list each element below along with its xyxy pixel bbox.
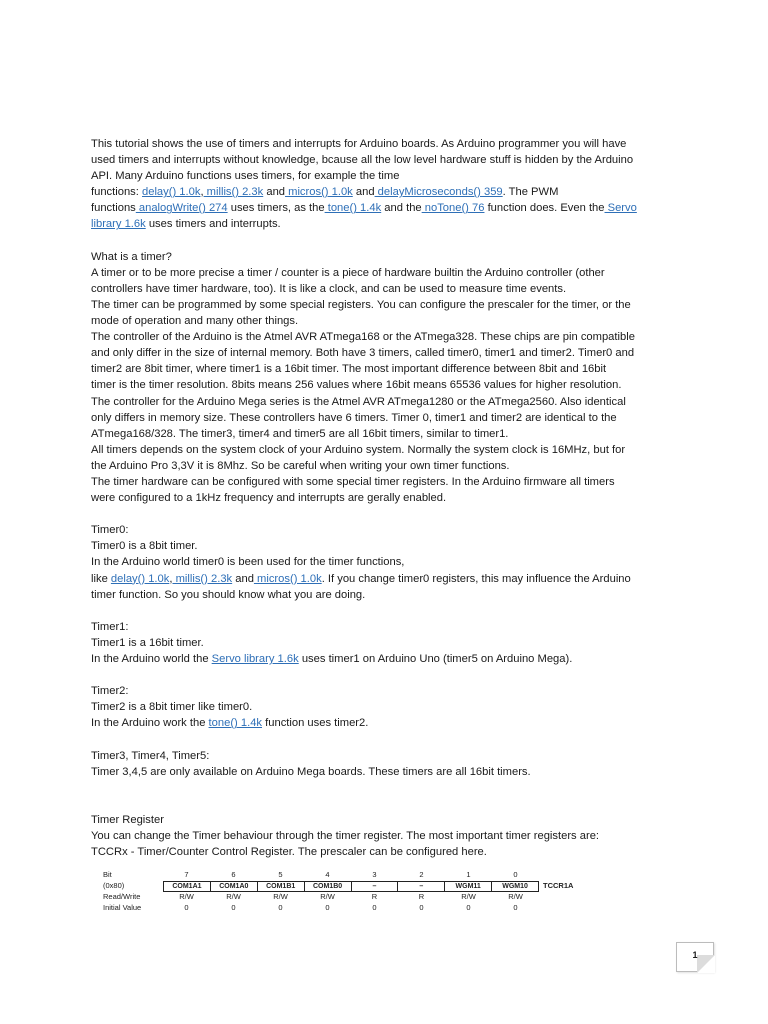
spacer	[91, 804, 681, 812]
link-tone[interactable]: tone() 1.4k	[208, 717, 263, 730]
bit-name: –	[398, 882, 445, 891]
body-line: Timer1 is a 16bit timer.	[91, 636, 204, 649]
bit-number: 5	[278, 870, 283, 879]
initial-value: 0	[513, 903, 518, 912]
body-line: The controller of the Arduino is the Atmel AVR ATmega168 or the ATmega328. These chips are pin compatible	[91, 331, 635, 344]
text: function does. Even the	[484, 202, 605, 215]
text: functions:	[91, 186, 142, 199]
text: and	[263, 186, 286, 199]
bit-number: 0	[513, 870, 518, 879]
spacer	[91, 506, 681, 522]
link-millis[interactable]: millis() 2.3k	[203, 186, 264, 199]
section-heading: Timer2:	[91, 685, 129, 698]
spacer	[91, 603, 681, 619]
intro-line: API. Many Arduino functions uses timers, for example the time	[91, 170, 400, 183]
body-line: ATmega168/328. The timer3, timer4 and timer5 are all 16bit timers, similar to timer1.	[91, 427, 509, 440]
bit-label: Bit	[103, 870, 112, 879]
body-line: A timer or to be more precise a timer / counter is a piece of hardware builtin the Arduino controller (other	[91, 266, 605, 279]
section-heading: Timer0:	[91, 524, 129, 537]
link-servo-library[interactable]: Servo library 1.6k	[211, 653, 299, 665]
body-line: mode of operation and many other things.	[91, 315, 299, 328]
body-line: Timer0 is a 8bit timer.	[91, 540, 198, 553]
intro-line	[91, 184, 681, 200]
text: and	[232, 572, 254, 585]
bit-name: WGM10	[502, 883, 528, 890]
section-heading: What is a timer?	[91, 250, 172, 263]
rw-value: R/W	[226, 892, 241, 901]
link-servo-library[interactable]: Servo	[604, 202, 637, 215]
body-line: All timers depends on the system clock of your Arduino system. Normally the system clock is 16MHz, but for	[91, 443, 626, 456]
link-tone[interactable]: tone() 1.4k	[324, 202, 382, 215]
body-line: the Arduino Pro 3,3V it is 8Mhz. So be careful when writing your own timer functions.	[91, 459, 510, 472]
link-analogwrite[interactable]: analogWrite() 274	[135, 202, 228, 215]
link-servo-library[interactable]: library 1.6k	[91, 218, 146, 231]
spacer	[91, 780, 681, 804]
initial-value-label: Initial Value	[103, 903, 142, 912]
rw-row	[103, 892, 573, 903]
initial-value: 0	[184, 903, 189, 912]
bit-name: COM1A0	[211, 882, 258, 891]
body-line: timer function. So you should know what you are doing.	[91, 588, 366, 601]
body-line: timer is the timer resolution. 8bits means 256 values where 16bit means 65536 values for higher resolution.	[91, 379, 622, 392]
text: In the Arduino work the	[91, 717, 209, 730]
spacer	[91, 233, 681, 249]
rw-label: Read/Write	[103, 892, 141, 901]
bit-number: 4	[325, 870, 330, 879]
text: like	[91, 572, 111, 585]
rw-value: R/W	[179, 892, 194, 901]
document-body	[91, 136, 681, 860]
body-line: The timer hardware can be configured with some special timer registers. In the Arduino firmware all timers	[91, 475, 615, 488]
text: . If you change timer0 registers, this may influence the Arduino	[321, 572, 631, 585]
body-line: TCCRx - Timer/Counter Control Register. The prescaler can be configured here.	[91, 845, 487, 858]
page-number: 1	[692, 950, 698, 960]
body-line: and only differ in the size of internal memory. Both have 3 timers, called timer0, timer1 and timer2. Timer0 and	[91, 347, 635, 360]
body-line: timer2 are 8bit timer, where timer1 is a 16bit timer. The most important difference between 8bit and 16bit	[91, 363, 607, 376]
bit-number: 2	[419, 870, 424, 879]
bit-name: –	[352, 882, 399, 891]
spacer	[91, 667, 681, 683]
text: In the Arduino world the	[91, 653, 212, 665]
text: ,	[200, 186, 204, 199]
intro-line	[91, 216, 681, 232]
bit-name-boxes	[163, 881, 539, 892]
bit-name: COM1A1	[164, 882, 211, 891]
bit-number: 6	[231, 870, 236, 879]
body-line: Timer 3,4,5 are only available on Arduino Mega boards. These timers are all 16bit timers.	[91, 765, 531, 778]
link-micros[interactable]: micros() 1.0k	[285, 186, 353, 199]
text: uses timers, as the	[227, 202, 325, 215]
intro-line: This tutorial shows the use of timers and interrupts for Arduino boards. As Arduino programmer you will have	[91, 138, 627, 150]
rw-value: R	[371, 892, 378, 901]
bit-name: COM1B1	[258, 882, 305, 891]
link-delay[interactable]: delay() 1.0k	[110, 572, 170, 585]
page-number-badge	[676, 942, 714, 972]
link-delay[interactable]: delay() 1.0k	[142, 186, 201, 199]
initial-value: 0	[466, 903, 471, 912]
initial-value: 0	[278, 903, 283, 912]
bit-name: WGM11	[445, 882, 492, 891]
tccr1a-register-table	[103, 870, 573, 914]
text: uses timers and interrupts.	[145, 218, 281, 231]
body-line: controllers have timer hardware, too). It is like a clock, and can be used to measure time events.	[91, 282, 567, 295]
intro-line: used timers and interrupts without knowledge, bcause all the low level hardware stuff is hidden by the Arduino	[91, 154, 634, 167]
section-heading: Timer Register	[91, 813, 164, 826]
body-line: were configured to a 1kHz frequency and interrupts are gerally enabled.	[91, 492, 447, 505]
name-row	[103, 881, 573, 892]
initial-value-row	[103, 903, 573, 914]
rw-value: R/W	[320, 892, 335, 901]
bit-number: 7	[184, 870, 189, 879]
initial-value: 0	[325, 903, 330, 912]
rw-value: R/W	[273, 892, 288, 901]
register-name: TCCR1A	[543, 881, 574, 890]
bit-number: 1	[466, 870, 471, 879]
body-line: Timer2 is a 8bit timer like timer0.	[91, 701, 253, 714]
rw-value: R/W	[461, 892, 476, 901]
rw-value: R	[418, 892, 425, 901]
link-delay-microseconds[interactable]: delayMicroseconds() 359	[374, 186, 503, 199]
rw-value: R/W	[508, 892, 523, 901]
body-line	[91, 571, 681, 587]
section-heading: Timer1:	[91, 620, 129, 633]
bit-name: COM1B0	[305, 882, 352, 891]
link-millis[interactable]: millis() 2.3k	[172, 572, 233, 585]
bit-row	[103, 870, 573, 881]
initial-value: 0	[372, 903, 377, 912]
body-line	[91, 715, 681, 731]
initial-value: 0	[419, 903, 424, 912]
text: uses timer1 on Arduino Uno (timer5 on Arduino Mega).	[298, 653, 573, 665]
text: function uses timer2.	[262, 717, 369, 730]
text: . The PWM	[502, 186, 559, 199]
link-micros[interactable]: micros() 1.0k	[253, 572, 322, 585]
text: ,	[169, 572, 173, 585]
body-line	[91, 651, 681, 667]
spacer	[91, 731, 681, 747]
text: and the	[381, 202, 422, 215]
address-label: (0x80)	[103, 881, 125, 890]
link-notone[interactable]: noTone() 76	[421, 202, 485, 215]
body-line: In the Arduino world timer0 is been used for the timer functions,	[91, 556, 405, 569]
initial-value: 0	[231, 903, 236, 912]
body-line: only differs in memory size. These controllers have 6 timers. Timer 0, timer1 and timer2 are identical to the	[91, 411, 617, 424]
text: and	[352, 186, 375, 199]
text: functions	[91, 202, 136, 215]
body-line: You can change the Timer behaviour through the timer register. The most important timer registers are:	[91, 829, 600, 842]
body-line: The timer can be programmed by some special registers. You can configure the prescaler for the timer, or the	[91, 298, 631, 311]
intro-line	[91, 200, 681, 216]
body-line: The controller for the Arduino Mega series is the Atmel AVR ATmega1280 or the ATmega2560. Also identical	[91, 395, 626, 408]
bit-number: 3	[372, 870, 377, 879]
section-heading: Timer3, Timer4, Timer5:	[91, 749, 210, 762]
